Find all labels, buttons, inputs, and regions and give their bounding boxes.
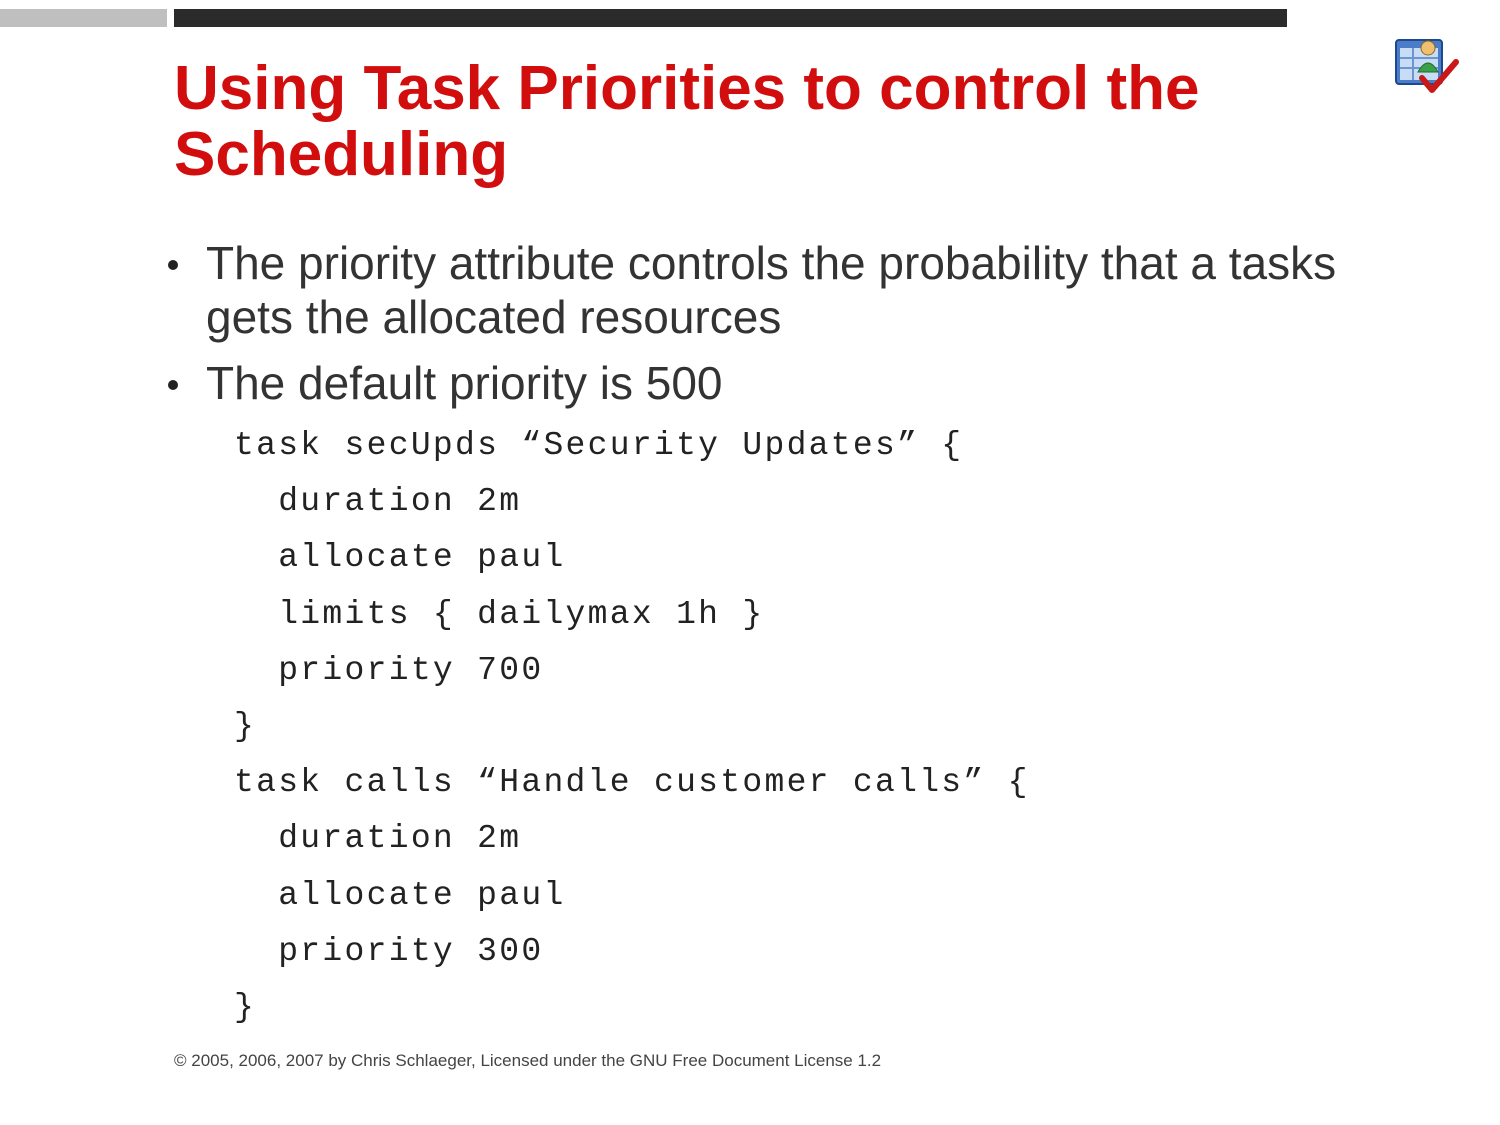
code-line: allocate paul (234, 876, 566, 914)
code-line: duration 2m (234, 820, 522, 858)
code-line: priority 300 (234, 932, 544, 970)
copyright-footer: © 2005, 2006, 2007 by Chris Schlaeger, Licensed under the GNU Free Document License 1.2 (174, 1051, 882, 1070)
bullet-item (160, 356, 1340, 410)
top-bar-accent-dark (174, 9, 1287, 27)
bullet-item (160, 236, 1340, 344)
bullet-list (160, 236, 1340, 422)
bullet-dot-icon (168, 260, 178, 270)
code-line: duration 2m (234, 483, 522, 521)
bullet-text: The default priority is 500 (206, 357, 723, 409)
slide-title: Using Task Priorities to control the Scheduling (174, 54, 1200, 189)
top-bar-accent-light (0, 9, 167, 27)
code-line: } (234, 707, 257, 745)
bullet-dot-icon (168, 380, 178, 390)
code-line: allocate paul (234, 539, 566, 577)
calendar-user-checkmark-icon (1392, 36, 1466, 100)
code-line: task secUpds “Security Updates” { (234, 427, 964, 464)
code-line: } (234, 988, 257, 1026)
code-example (234, 418, 1030, 1036)
code-line: limits { dailymax 1h } (234, 595, 765, 633)
code-line: task calls “Handle customer calls” { (234, 764, 1030, 802)
code-line: priority 700 (234, 651, 544, 689)
bullet-text: The priority attribute controls the probability that a tasks gets the allocated resources (206, 237, 1337, 343)
